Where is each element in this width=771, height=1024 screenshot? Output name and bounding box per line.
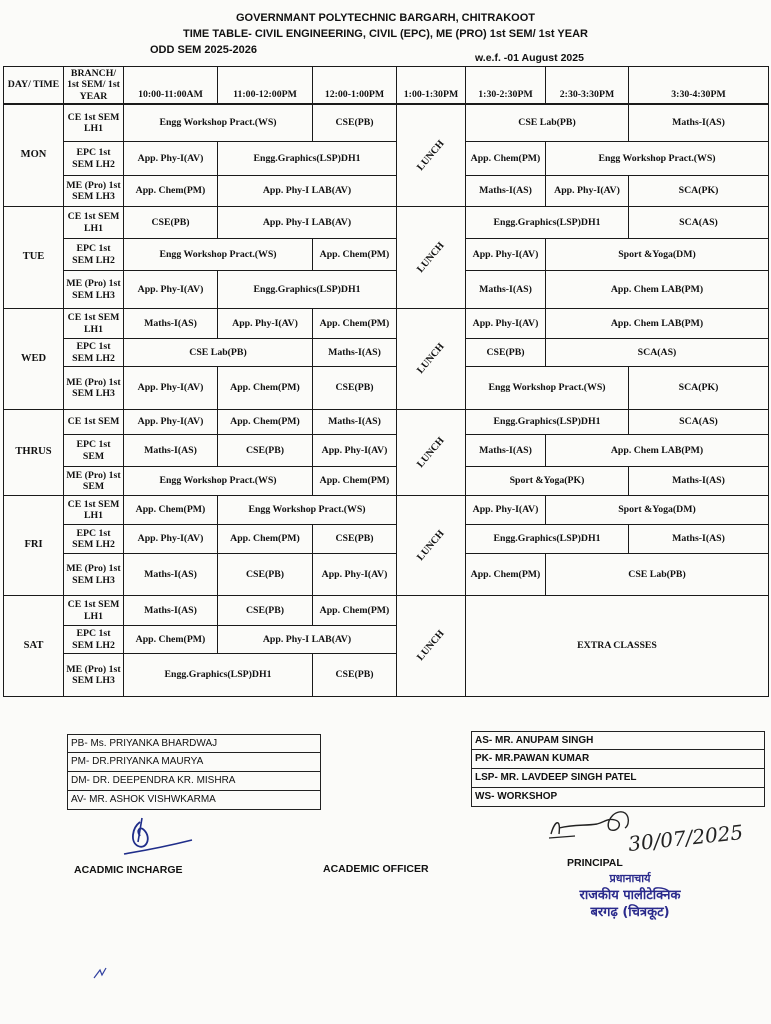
- class-cell: App. Chem(PM): [312, 238, 397, 271]
- ink-mark: [92, 966, 108, 980]
- principal-stamp: [545, 872, 715, 922]
- class-cell: App. Chem(PM): [312, 466, 397, 496]
- class-cell: Engg.Graphics(LSP)DH1: [123, 653, 313, 697]
- lunch-break: [396, 409, 466, 496]
- class-cell: Maths-I(AS): [465, 434, 546, 467]
- extra-classes: EXTRA CLASSES: [465, 595, 769, 697]
- branch-cell: ME (Pro) 1st SEM: [63, 466, 124, 496]
- effective-date: w.e.f. -01 August 2025: [475, 52, 584, 64]
- class-cell: CSE Lab(PB): [123, 338, 313, 367]
- class-cell: Engg Workshop Pract.(WS): [123, 238, 313, 271]
- class-cell: App. Chem(PM): [312, 308, 397, 339]
- branch-cell: EPC 1st SEM: [63, 434, 124, 467]
- class-cell: Engg.Graphics(LSP)DH1: [465, 409, 629, 435]
- academic-officer-label: ACADEMIC OFFICER: [323, 863, 429, 875]
- legend-item: PK- MR.PAWAN KUMAR: [471, 750, 765, 769]
- class-cell: App. Phy-I LAB(AV): [217, 625, 397, 654]
- class-cell: Sport &Yoga(DM): [545, 495, 769, 525]
- class-cell: App. Chem(PM): [217, 524, 313, 554]
- class-cell: App. Phy-I(AV): [123, 141, 218, 176]
- incharge-signature: [118, 812, 198, 862]
- class-cell: Maths-I(AS): [465, 175, 546, 207]
- lunch-label: LUNCH: [414, 341, 447, 377]
- class-cell: CSE(PB): [123, 206, 218, 239]
- lunch-break: [396, 308, 466, 410]
- class-cell: SCA(PK): [628, 366, 769, 410]
- class-cell: Sport &Yoga(DM): [545, 238, 769, 271]
- class-cell: Maths-I(AS): [465, 270, 546, 309]
- legend-item: AV- MR. ASHOK VISHWKARMA: [67, 791, 321, 810]
- class-cell: App. Phy-I(AV): [123, 270, 218, 309]
- class-cell: CSE(PB): [217, 434, 313, 467]
- class-cell: Maths-I(AS): [312, 338, 397, 367]
- class-cell: App. Phy-I(AV): [123, 366, 218, 410]
- class-cell: App. Chem(PM): [123, 625, 218, 654]
- faculty-legend-left: [67, 734, 321, 810]
- branch-cell: ME (Pro) 1st SEM LH3: [63, 553, 124, 596]
- class-cell: CSE(PB): [312, 366, 397, 410]
- class-cell: Maths-I(AS): [628, 104, 769, 142]
- legend-item: WS- WORKSHOP: [471, 788, 765, 807]
- class-cell: CSE(PB): [217, 595, 313, 626]
- time-slot-header: 2:30-3:30PM: [545, 66, 629, 104]
- lunch-label: LUNCH: [414, 239, 447, 275]
- class-cell: App. Phy-I(AV): [123, 409, 218, 435]
- legend-item: AS- MR. ANUPAM SINGH: [471, 731, 765, 750]
- branch-cell: CE 1st SEM: [63, 409, 124, 435]
- branch-cell: ME (Pro) 1st SEM LH3: [63, 366, 124, 410]
- lunch-label: LUNCH: [414, 527, 447, 563]
- branch-cell: EPC 1st SEM LH2: [63, 141, 124, 176]
- class-cell: Sport &Yoga(PK): [465, 466, 629, 496]
- class-cell: App. Chem LAB(PM): [545, 270, 769, 309]
- time-slot-header: 12:00-1:00PM: [312, 66, 397, 104]
- class-cell: SCA(AS): [545, 338, 769, 367]
- class-cell: CSE Lab(PB): [465, 104, 629, 142]
- class-cell: Engg.Graphics(LSP)DH1: [217, 270, 397, 309]
- lunch-break: [396, 595, 466, 697]
- lunch-break: [396, 104, 466, 207]
- class-cell: Maths-I(AS): [123, 434, 218, 467]
- time-slot-header: 11:00-12:00PM: [217, 66, 313, 104]
- day-label: SAT: [3, 595, 64, 697]
- faculty-legend-right: [471, 731, 765, 807]
- day-label: MON: [3, 104, 64, 207]
- class-cell: App. Phy-I(AV): [465, 495, 546, 525]
- class-cell: App. Phy-I(AV): [465, 308, 546, 339]
- class-cell: CSE(PB): [312, 653, 397, 697]
- class-cell: Engg.Graphics(LSP)DH1: [217, 141, 397, 176]
- time-slot-header: 3:30-4:30PM: [628, 66, 769, 104]
- class-cell: Engg Workshop Pract.(WS): [123, 466, 313, 496]
- timetable-title: TIME TABLE- CIVIL ENGINEERING, CIVIL (EPC), ME (PRO) 1st SEM/ 1st YEAR: [182, 28, 588, 40]
- day-label: THRUS: [3, 409, 64, 496]
- class-cell: SCA(PK): [628, 175, 769, 207]
- class-cell: Engg Workshop Pract.(WS): [545, 141, 769, 176]
- class-cell: App. Chem LAB(PM): [545, 308, 769, 339]
- class-cell: Maths-I(AS): [123, 553, 218, 596]
- class-cell: Maths-I(AS): [628, 524, 769, 554]
- timetable-grid: [3, 66, 768, 700]
- class-cell: CSE Lab(PB): [545, 553, 769, 596]
- class-cell: App. Phy-I LAB(AV): [217, 175, 397, 207]
- branch-cell: EPC 1st SEM LH2: [63, 238, 124, 271]
- lunch-break: [396, 495, 466, 596]
- class-cell: Maths-I(AS): [312, 409, 397, 435]
- class-cell: CSE(PB): [465, 338, 546, 367]
- day-label: TUE: [3, 206, 64, 309]
- class-cell: Maths-I(AS): [123, 595, 218, 626]
- class-cell: App. Phy-I(AV): [312, 434, 397, 467]
- class-cell: App. Chem(PM): [465, 141, 546, 176]
- lunch-break: [396, 206, 466, 309]
- lunch-label: LUNCH: [414, 434, 447, 470]
- legend-item: LSP- MR. LAVDEEP SINGH PATEL: [471, 769, 765, 788]
- class-cell: App. Chem LAB(PM): [545, 434, 769, 467]
- class-cell: Engg Workshop Pract.(WS): [465, 366, 629, 410]
- branch-cell: CE 1st SEM LH1: [63, 104, 124, 142]
- day-label: WED: [3, 308, 64, 410]
- stamp-line: राजकीय पालीटेक्निक: [579, 887, 681, 903]
- branch-header: BRANCH/ 1st SEM/ 1st YEAR: [63, 66, 124, 104]
- branch-cell: EPC 1st SEM LH2: [63, 338, 124, 367]
- class-cell: CSE(PB): [217, 553, 313, 596]
- time-slot-header: 1:30-2:30PM: [465, 66, 546, 104]
- class-cell: App. Phy-I(AV): [217, 308, 313, 339]
- day-time-header: DAY/ TIME: [3, 66, 64, 104]
- class-cell: Maths-I(AS): [628, 466, 769, 496]
- class-cell: App. Phy-I LAB(AV): [217, 206, 397, 239]
- time-slot-header: 1:00-1:30PM: [396, 66, 466, 104]
- class-cell: App. Chem(PM): [217, 366, 313, 410]
- branch-cell: CE 1st SEM LH1: [63, 308, 124, 339]
- class-cell: Engg.Graphics(LSP)DH1: [465, 524, 629, 554]
- time-slot-header: 10:00-11:00AM: [123, 66, 218, 104]
- class-cell: App. Chem(PM): [123, 495, 218, 525]
- class-cell: SCA(AS): [628, 409, 769, 435]
- lunch-label: LUNCH: [414, 628, 447, 664]
- class-cell: Engg Workshop Pract.(WS): [123, 104, 313, 142]
- class-cell: App. Phy-I(AV): [312, 553, 397, 596]
- branch-cell: ME (Pro) 1st SEM LH3: [63, 270, 124, 309]
- stamp-line: प्रधानाचार्य: [609, 872, 651, 885]
- class-cell: Engg Workshop Pract.(WS): [217, 495, 397, 525]
- legend-item: PB- Ms. PRIYANKA BHARDWAJ: [67, 734, 321, 753]
- signature-date: 30/07/2025: [627, 820, 745, 856]
- class-cell: App. Chem(PM): [312, 595, 397, 626]
- class-cell: CSE(PB): [312, 524, 397, 554]
- class-cell: Engg.Graphics(LSP)DH1: [465, 206, 629, 239]
- branch-cell: EPC 1st SEM LH2: [63, 524, 124, 554]
- academic-incharge-label: ACADMIC INCHARGE: [74, 864, 183, 876]
- legend-item: PM- DR.PRIYANKA MAURYA: [67, 753, 321, 772]
- class-cell: App. Chem(PM): [217, 409, 313, 435]
- branch-cell: CE 1st SEM LH1: [63, 595, 124, 626]
- stamp-line: बरगढ़ (चित्रकूट): [590, 905, 670, 921]
- class-cell: Maths-I(AS): [123, 308, 218, 339]
- class-cell: App. Chem(PM): [465, 553, 546, 596]
- lunch-label: LUNCH: [414, 137, 447, 173]
- class-cell: App. Phy-I(AV): [465, 238, 546, 271]
- class-cell: CSE(PB): [312, 104, 397, 142]
- branch-cell: ME (Pro) 1st SEM LH3: [63, 653, 124, 697]
- class-cell: App. Chem(PM): [123, 175, 218, 207]
- legend-item: DM- DR. DEEPENDRA KR. MISHRA: [67, 772, 321, 791]
- session-label: ODD SEM 2025-2026: [150, 44, 257, 56]
- class-cell: App. Phy-I(AV): [545, 175, 629, 207]
- branch-cell: ME (Pro) 1st SEM LH3: [63, 175, 124, 207]
- branch-cell: EPC 1st SEM LH2: [63, 625, 124, 654]
- branch-cell: CE 1st SEM LH1: [63, 495, 124, 525]
- day-label: FRI: [3, 495, 64, 596]
- class-cell: SCA(AS): [628, 206, 769, 239]
- branch-cell: CE 1st SEM LH1: [63, 206, 124, 239]
- principal-label: PRINCIPAL: [567, 857, 623, 869]
- class-cell: App. Phy-I(AV): [123, 524, 218, 554]
- institute-name: GOVERNMANT POLYTECHNIC BARGARH, CHITRAKOOT: [235, 12, 536, 24]
